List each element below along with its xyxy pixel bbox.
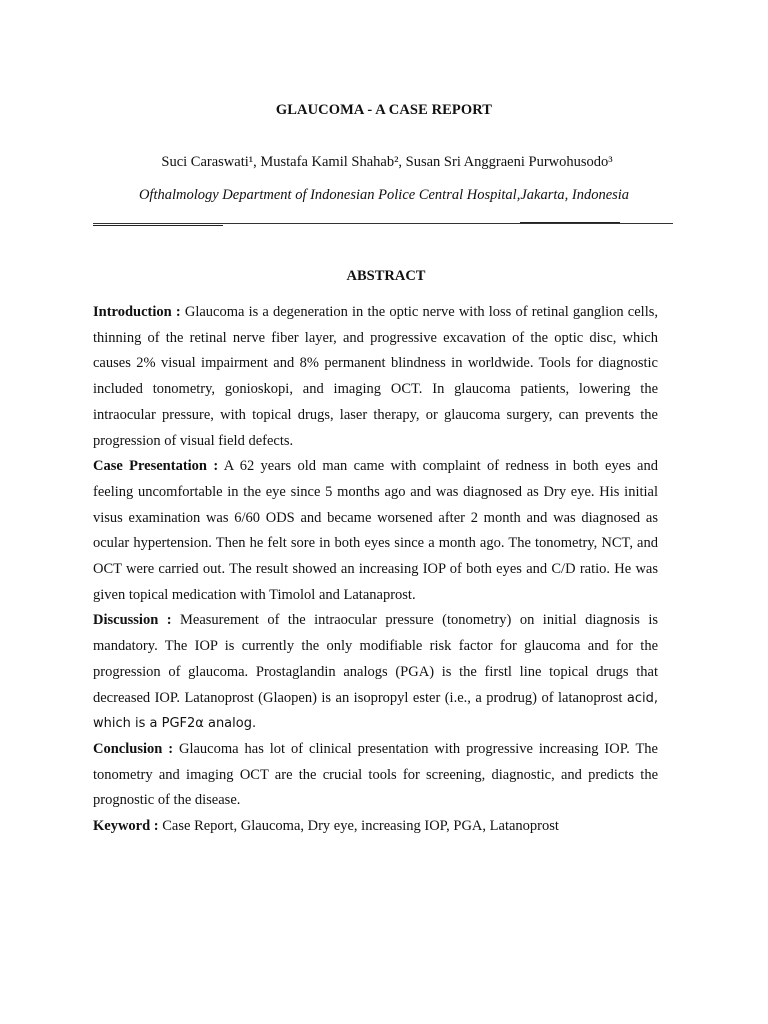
conclusion-label: Conclusion :	[93, 740, 174, 757]
author-list: Suci Caraswati¹, Mustafa Kamil Shahab², Susan Sri Anggraeni Purwohusodo³	[161, 154, 613, 170]
header-divider-accent-right	[520, 222, 620, 223]
discussion-label: Discussion :	[93, 612, 172, 629]
abstract-heading: ABSTRACT	[346, 268, 426, 284]
header-divider	[93, 223, 673, 224]
keyword-text: Case Report, Glaucoma, Dry eye, increasing IOP, PGA, Latanoprost	[158, 818, 559, 835]
case-presentation-paragraph	[93, 454, 658, 608]
paper-title: GLAUCOMA - A CASE REPORT	[275, 102, 493, 118]
discussion-text-tail: acid, which is a PGF2α analog.	[93, 690, 658, 732]
keyword-label: Keyword :	[93, 818, 159, 835]
conclusion-paragraph	[93, 737, 658, 814]
introduction-paragraph	[93, 300, 658, 454]
case-presentation-label: Case Presentation :	[93, 458, 219, 475]
abstract-body	[93, 300, 658, 840]
discussion-paragraph	[93, 608, 658, 737]
keyword-paragraph	[93, 814, 658, 840]
introduction-label: Introduction :	[93, 304, 181, 320]
author-affiliation: Ofthalmology Department of Indonesian Police Central Hospital,Jakarta, Indonesia	[138, 187, 630, 203]
discussion-text: Measurement of the intraocular pressure (tonometry) on initial diagnosis is mandatory. The IOP is currently the only modifiable risk factor for glaucoma and for the progression of glaucoma. Prostaglandin analogs (PGA) is the firstl line topical drugs that decreased IOP. Latanoprost (Glaopen) is an isopropyl ester (i.e., a prodrug) of latanoprost	[93, 612, 658, 706]
header-divider-accent-left	[93, 225, 223, 226]
conclusion-text: Glaucoma has lot of clinical presentation with progressive increasing IOP. The tonometry and imaging OCT are the crucial tools for screening, diagnostic, and predicts the prognostic of the disease.	[93, 740, 658, 809]
case-presentation-text: A 62 years old man came with complaint of redness in both eyes and feeling uncomfortable in the eye since 5 months ago and was diagnosed as Dry eye. His initial visus examination was 6/60 ODS and became worsened after 2 month and was diagnosed as ocular hypertension. Then he felt sore in both eyes since a month ago. The tonometry, NCT, and OCT were carried out. The result showed an increasing IOP of both eyes and C/D ratio. He was given topical medication with Timolol and Latanaprost.	[93, 458, 658, 603]
introduction-text: Glaucoma is a degeneration in the optic nerve with loss of retinal ganglion cells, thinning of the retinal nerve fiber layer, and progressive excavation of the optic disc, which causes 2% visual impairment and 8% permanent blindness in worldwide. Tools for diagnostic included tonometry, gonioskopi, and imaging OCT. In glaucoma patients, lowering the intraocular pressure, with topical drugs, laser therapy, or glaucoma surgery, can prevents the progression of visual field defects.	[93, 304, 659, 449]
